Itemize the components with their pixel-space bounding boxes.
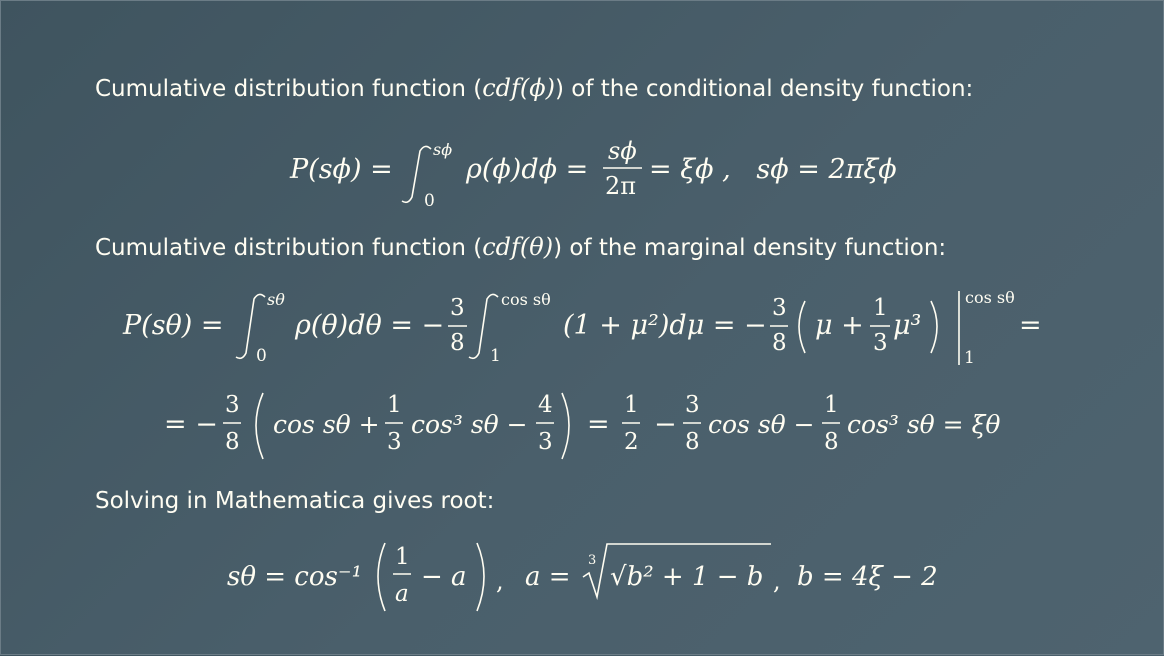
eq4-minus-a: − a — [421, 562, 467, 592]
eq4-sep1: , — [496, 567, 504, 595]
eq2-eval-upper: cos sθ — [965, 288, 1015, 307]
heading-cdf-phi-before: Cumulative distribution function ( — [95, 76, 483, 102]
heading-cdf-theta-math: cdf(θ) — [482, 233, 554, 261]
eq2-integrand2: (1 + μ²)dμ = − — [563, 310, 767, 341]
eq1-tail: = ξϕ , sϕ = 2πξϕ — [649, 154, 897, 185]
eq3-c3-den: 3 — [538, 429, 553, 455]
eq2-inner-mu3: μ³ — [893, 310, 922, 341]
eq2-int1-upper: sθ — [267, 290, 285, 309]
eq4-left-paren — [378, 543, 385, 611]
eq2-int1-lower: 0 — [256, 346, 267, 366]
eq3-left-paren — [256, 393, 263, 459]
eq3-t2: cos³ sθ − — [411, 410, 528, 439]
eq4-a-eq: a = — [525, 562, 571, 592]
equations-canvas — [1, 1, 1164, 656]
eq3-c5-den: 8 — [685, 429, 700, 455]
eq2-inner-den: 3 — [873, 330, 888, 356]
eq1-integral-lower: 0 — [424, 191, 435, 211]
eq2-coef-den: 8 — [450, 330, 465, 356]
eq3-c2-den: 3 — [387, 429, 402, 455]
eq3-c1-num: 3 — [225, 392, 240, 418]
heading-cdf-phi-math: cdf(ϕ) — [482, 74, 555, 102]
eq2-lhs: P(sθ) = — [123, 310, 224, 341]
eq3-right-paren — [562, 393, 569, 459]
heading-cdf-theta-after: ) of the marginal density function: — [553, 235, 947, 261]
eq2-inner-num: 1 — [873, 295, 888, 321]
eq3-t4: cos³ sθ = ξθ — [847, 410, 1001, 439]
eq3-c5-num: 3 — [685, 392, 700, 418]
eq4-right-paren — [477, 543, 484, 611]
eq2-end: = — [1019, 310, 1042, 341]
eq4-lhs: sθ = cos⁻¹ — [227, 562, 363, 592]
eq3-minus: − — [654, 409, 677, 440]
eq3-start: = − — [164, 409, 218, 440]
eq3-c6-num: 1 — [824, 392, 839, 418]
eq1-integrand: ρ(ϕ)dϕ = — [466, 154, 589, 185]
eq2-int2-lower: 1 — [490, 346, 501, 366]
eq2-left-paren — [799, 301, 805, 353]
eq2-coef2-den: 8 — [772, 330, 787, 356]
eq1-integral-upper: sϕ — [433, 140, 453, 159]
eq2-inner-mu: μ + — [815, 310, 864, 341]
eq1-lhs: P(sϕ) = — [290, 154, 393, 185]
eq4-sep2: , — [773, 567, 781, 595]
eq3-t3: cos sθ − — [708, 410, 815, 439]
eq2-coef2-num: 3 — [772, 295, 787, 321]
eq3-c1-den: 8 — [225, 429, 240, 455]
eq2-coef-num: 3 — [450, 295, 465, 321]
eq3-t1: cos sθ + — [273, 410, 380, 439]
eq4-radicand: √b² + 1 − b — [610, 562, 764, 592]
eq4-f-num: 1 — [395, 544, 410, 570]
heading-cdf-theta-before: Cumulative distribution function ( — [95, 235, 483, 261]
heading-solve: Solving in Mathematica gives root: — [95, 488, 495, 514]
eq2-integrand1: ρ(θ)dθ = − — [295, 310, 445, 341]
eq4-root-index: 3 — [588, 553, 597, 568]
eq2-eval-lower: 1 — [964, 348, 975, 368]
eq2-right-paren — [931, 301, 937, 353]
eq3-c4-den: 2 — [624, 429, 639, 455]
eq4-f-den: a — [395, 581, 409, 607]
eq3-c3-num: 4 — [538, 392, 553, 418]
eq3-eq: = — [587, 409, 610, 440]
eq3-c2-num: 1 — [387, 392, 402, 418]
eq1-frac-num: sϕ — [608, 137, 637, 165]
eq3-c6-den: 8 — [824, 429, 839, 455]
eq2-int2-upper: cos sθ — [501, 290, 551, 309]
heading-cdf-phi-after: ) of the conditional density function: — [555, 76, 974, 102]
eq4-b-eq: b = 4ξ − 2 — [797, 562, 938, 592]
eq3-c4-num: 1 — [624, 392, 639, 418]
eq1-frac-den: 2π — [605, 172, 637, 200]
